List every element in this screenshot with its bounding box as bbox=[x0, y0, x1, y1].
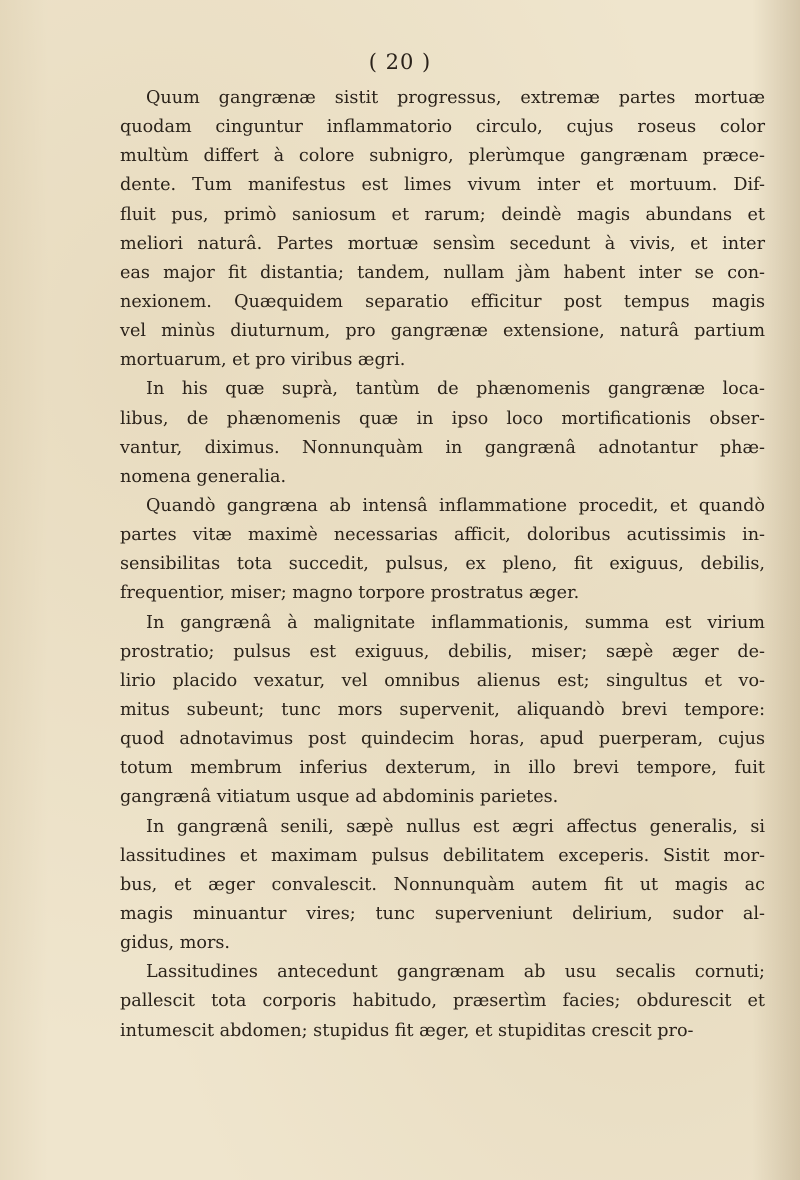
paragraph bbox=[120, 958, 765, 1045]
text-line: lirio placido vexatur, vel omnibus alienus est; singultus et vo- bbox=[120, 670, 765, 691]
text-line: multùm differt à colore subnigro, plerùmque gangrænam præce- bbox=[120, 146, 765, 167]
text-line: In gangrænâ senili, sæpè nullus est ægri affectus generalis, si bbox=[146, 816, 765, 837]
text-line: magis minuantur vires; tunc superveniunt delirium, sudor al- bbox=[120, 903, 765, 924]
text-line: Quandò gangræna ab intensâ inflammatione procedit, et quandò bbox=[146, 495, 765, 516]
paragraph bbox=[120, 609, 765, 813]
text-line: In his quæ suprà, tantùm de phænomenis gangrænæ loca- bbox=[146, 379, 765, 400]
text-line: fluit pus, primò saniosum et rarum; deindè magis abundans et bbox=[120, 204, 765, 225]
text-line: Lassitudines antecedunt gangrænam ab usu secalis cornuti; bbox=[146, 962, 765, 983]
text-line: nomena generalia. bbox=[120, 466, 287, 487]
text-line: mortuarum, et pro viribus ægri. bbox=[120, 350, 406, 371]
text-line: intumescit abdomen; stupidus fit æger, et stupiditas crescit pro- bbox=[120, 1020, 694, 1041]
text-line: vel minùs diuturnum, pro gangrænæ extensione, naturâ partium bbox=[120, 321, 765, 342]
text-line: quod adnotavimus post quindecim horas, apud puerperam, cujus bbox=[120, 729, 765, 750]
text-line: mitus subeunt; tunc mors supervenit, aliquandò brevi tempore: bbox=[120, 699, 765, 720]
text-line: lassitudines et maximam pulsus debilitatem exceperis. Sistit mor- bbox=[120, 845, 765, 866]
text-line: sensibilitas tota succedit, pulsus, ex pleno, fit exiguus, debilis, bbox=[120, 554, 765, 575]
text-line: In gangrænâ à malignitate inflammationis, summa est virium bbox=[146, 612, 765, 633]
text-line: meliori naturâ. Partes mortuæ sensìm secedunt à vivis, et inter bbox=[120, 233, 765, 254]
text-line: quodam cinguntur inflammatorio circulo, cujus roseus color bbox=[120, 117, 765, 138]
body-text bbox=[120, 84, 765, 1046]
page-number: ( 20 ) bbox=[368, 50, 432, 74]
text-line: vantur, diximus. Nonnunquàm in gangrænâ adnotantur phæ- bbox=[120, 437, 765, 458]
paragraph bbox=[120, 84, 765, 375]
text-line: pallescit tota corporis habitudo, præsertìm facies; obdurescit et bbox=[120, 991, 765, 1012]
text-line: partes vitæ maximè necessarias afficit, doloribus acutissimis in- bbox=[120, 525, 765, 546]
text-line: bus, et æger convalescit. Nonnunquàm autem fit ut magis ac bbox=[120, 874, 765, 895]
text-line: gidus, mors. bbox=[120, 933, 231, 954]
paragraph bbox=[120, 813, 765, 959]
text-line: totum membrum inferius dexterum, in illo brevi tempore, fuit bbox=[120, 758, 765, 779]
text-line: eas major fit distantia; tandem, nullam jàm habent inter se con- bbox=[120, 262, 765, 283]
text-line: dente. Tum manifestus est limes vivum inter et mortuum. Dif- bbox=[120, 175, 765, 196]
paragraph bbox=[120, 375, 765, 492]
text-line: libus, de phænomenis quæ in ipso loco mortificationis obser- bbox=[120, 408, 765, 429]
text-line: gangrænâ vitiatum usque ad abdominis parietes. bbox=[120, 787, 559, 808]
text-line: nexionem. Quæquidem separatio efficitur post tempus magis bbox=[120, 291, 765, 312]
text-line: prostratio; pulsus est exiguus, debilis, miser; sæpè æger de- bbox=[120, 641, 765, 662]
text-line: frequentior, miser; magno torpore prostratus æger. bbox=[120, 583, 580, 604]
paragraph bbox=[120, 492, 765, 609]
text-line: Quum gangrænæ sistit progressus, extremæ partes mortuæ bbox=[146, 88, 765, 108]
